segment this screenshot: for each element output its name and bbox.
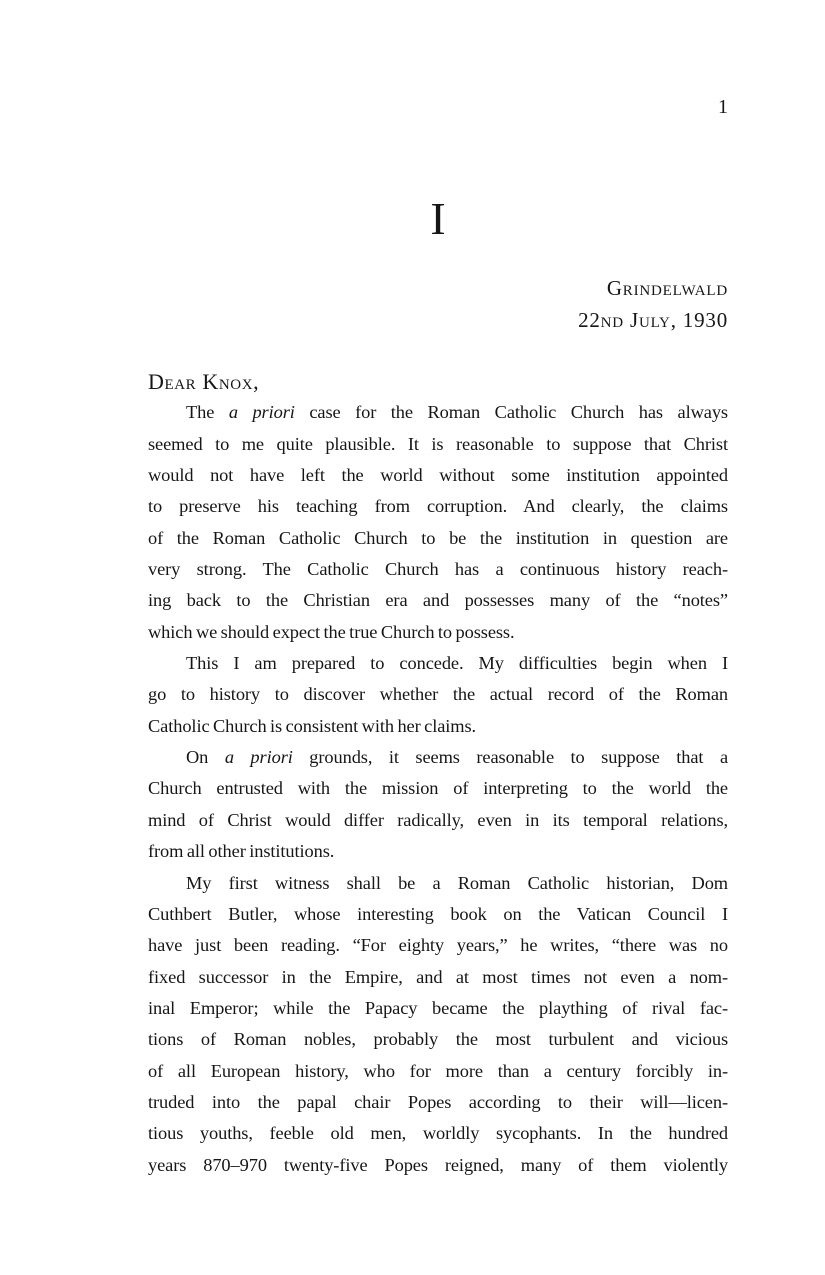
body-line-segment: case for the Roman Catholic Church has always (294, 402, 728, 423)
italic-phrase: a priori (224, 747, 293, 768)
body-line (148, 397, 728, 428)
letter-body (148, 366, 728, 1181)
body-line-segment: The (186, 402, 229, 423)
body-line: very strong. The Catholic Church has a continuous history reach- (148, 559, 728, 580)
dateline-place: Grindelwald (606, 276, 728, 300)
body-line: have just been reading. “For eighty years,” he writes, “there was no (148, 935, 728, 956)
body-line: Church entrusted with the mission of interpreting to the world the (148, 778, 728, 799)
body-line: from all other institutions. (148, 841, 335, 862)
paragraph (148, 868, 728, 1181)
page-number: 1 (718, 96, 728, 118)
body-line: which we should expect the true Church to possess. (148, 621, 515, 642)
body-line: of the Roman Catholic Church to be the institution in question are (148, 527, 728, 548)
body-line-segment: grounds, it seems reasonable to suppose that a (292, 747, 728, 768)
body-line: to preserve his teaching from corruption. And clearly, the claims (148, 496, 728, 517)
body-line: Catholic Church is consistent with her claims. (148, 715, 477, 736)
paragraph (148, 742, 728, 867)
dateline-date: 22nd July, 1930 (578, 308, 728, 332)
body-line: seemed to me quite plausible. It is reasonable to suppose that Christ (148, 433, 728, 454)
body-line: tions of Roman nobles, probably the most turbulent and vicious (148, 1029, 728, 1050)
body-line: would not have left the world without some institution appointed (148, 465, 728, 486)
body-line-segment: On (186, 747, 225, 768)
body-line: go to history to discover whether the actual record of the Roman (148, 684, 728, 705)
salutation: Dear Knox, (148, 369, 260, 394)
body-line: Cuthbert Butler, whose interesting book on the Vatican Council I (148, 903, 728, 924)
body-line (148, 742, 728, 773)
body-line: My first witness shall be a Roman Catholic historian, Dom (186, 872, 728, 893)
body-line: mind of Christ would differ radically, even in its temporal relations, (148, 809, 728, 830)
chapter-heading: I (430, 193, 446, 244)
dateline (148, 272, 728, 336)
body-line: This I am prepared to concede. My difficulties begin when I (186, 653, 728, 674)
italic-phrase: a priori (228, 402, 295, 423)
body-line: years 870–970 twenty-five Popes reigned, many of them violently (148, 1154, 728, 1175)
paragraph (148, 397, 728, 648)
body-line: of all European history, who for more than a century forcibly in- (148, 1060, 728, 1081)
body-line: inal Emperor; while the Papacy became the plaything of rival fac- (148, 997, 728, 1018)
body-line: truded into the papal chair Popes according to their will—licen- (148, 1091, 728, 1112)
body-line: fixed successor in the Empire, and at most times not even a nom- (148, 966, 728, 987)
body-line: ing back to the Christian era and possesses many of the “notes” (148, 590, 728, 611)
body-line: tious youths, feeble old men, worldly sycophants. In the hundred (148, 1123, 728, 1144)
paragraph (148, 648, 728, 742)
